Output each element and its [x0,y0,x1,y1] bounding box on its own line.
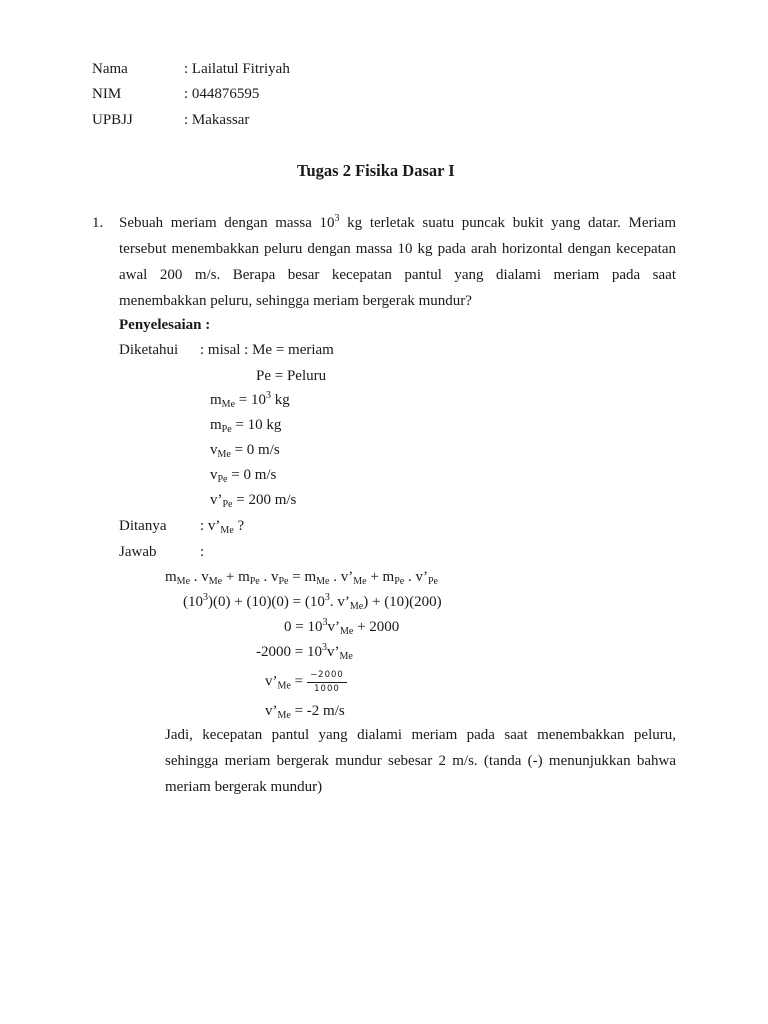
jawab-colon: : [200,544,205,560]
question-line-2: tersebut menembakkan peluru dengan massa 10 kg pada arah horizontal dengan kecepatan [119,241,676,257]
conclusion-line-3: meriam bergerak mundur) [165,779,323,795]
page-title: Tugas 2 Fisika Dasar I [297,161,455,180]
fraction-numerator: −2000 [307,671,347,683]
known-v-me: $v_{Me} = 0$ m/s [210,442,280,460]
fraction-denominator: 1000 [314,683,340,694]
known-m-me: $m_{Me} = 10^3$ kg [210,390,290,410]
nama-value: : Lailatul Fitriyah [184,61,290,77]
pe-definition: Pe = Peluru [256,368,327,384]
question-line-4: menembakkan peluru, sehingga meriam bergerak mundur? [119,293,472,309]
fraction [307,671,347,693]
jawab-label: Jawab [119,544,157,560]
diketahui-label: Diketahui [119,342,179,358]
question-line-1 [119,213,677,231]
ditanya-label: Ditanya [119,518,167,534]
diketahui-first: : misal : Me = meriam [200,342,334,358]
question-line-1-text-a: Sebuah meriam dengan massa 10 [119,215,335,231]
question-line-1-text-b: kg terletak suatu puncak bukit yang datar. Meriam [339,215,677,231]
known-m-pe: $m_{Pe} = 10$ kg [210,417,282,435]
question-line-1-sup: 3 [334,213,340,224]
equation-fraction: $v’_{Me}$ = $\frac{-2000}{1000}$ [265,671,347,693]
nim-value: : 044876595 [184,86,260,102]
ditanya-value: : $v’_{Me}$ ? [200,518,245,536]
question-number: 1. [92,215,104,231]
equation-step-1: $0 = 10^3v’_{Me} + 2000$ [284,617,400,637]
question-line-3: awal 200 m/s. Berapa besar kecepatan pantul yang dialami meriam pada saat [119,267,676,283]
equation-substitution: $(10^3)(0) + (10)(0) = (10^3$. $v’_{Me}) + (10)(200)$ [183,592,442,612]
upbjj-label: UPBJJ [92,112,133,128]
conclusion-line-1: Jadi, kecepatan pantul yang dialami meriam pada saat menembakkan peluru, [165,727,676,743]
nim-label: NIM [92,86,122,102]
equation-momentum: $m_{Me}$ . $v_{Me} + m_{Pe}$ . $v_{Pe} = m_{Me}$ . $v’_{Me} + m_{Pe}$ . $v’_{Pe}$ [165,569,438,587]
conclusion-line-2: sehingga meriam bergerak mundur sebesar 2 m/s. (tanda (-) menunjukkan bahwa [165,753,676,769]
nama-label: Nama [92,61,128,77]
known-v-pe: $v_{Pe} = 0$ m/s [210,467,277,485]
equation-result: $v’_{Me} = -2$ m/s [265,703,345,721]
solution-heading: Penyelesaian : [119,317,211,333]
equation-step-2: $-2000 = 10^3v’_{Me}$ [256,642,353,662]
known-v-prime-pe: $v’_{Pe} = 200$ m/s [210,492,297,510]
upbjj-value: : Makassar [184,112,250,128]
